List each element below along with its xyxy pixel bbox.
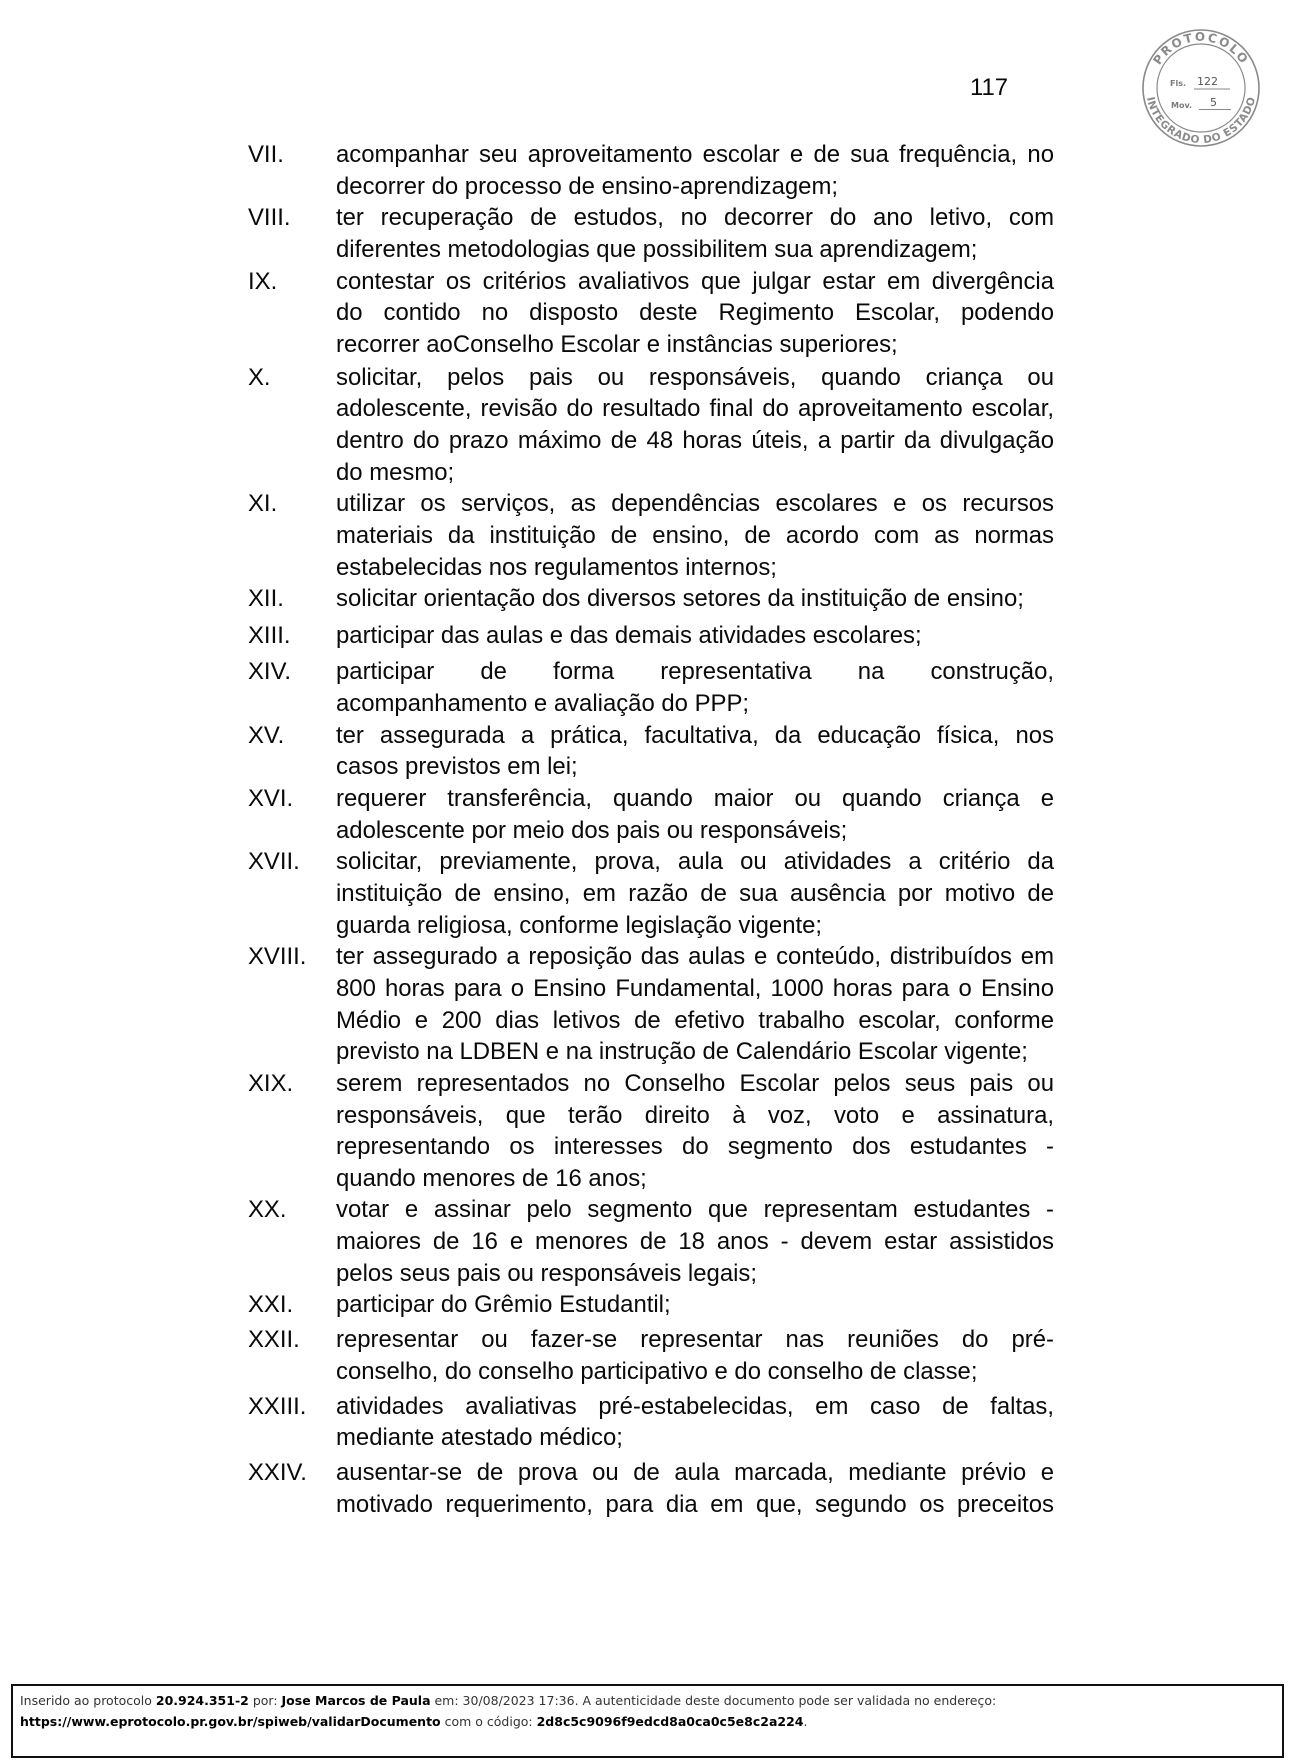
item-numeral: XXIV.	[248, 1459, 307, 1487]
item-text-line: quando menores de 16 anos;	[336, 1164, 647, 1192]
item-text	[336, 656, 1054, 719]
item-text-line: do contido no disposto deste Regimento Escolar, podendo	[336, 299, 1054, 327]
item-text	[336, 1457, 1054, 1520]
item-text-line: adolescente, revisão do resultado final do aproveitamento escolar,	[336, 395, 1054, 423]
stamp-top-text	[1150, 30, 1251, 67]
item-text-line: motivado requerimento, para dia em que, segundo os preceitos	[336, 1490, 1054, 1518]
item-text	[336, 720, 1054, 783]
list-item	[248, 783, 1054, 846]
item-text-line: dentro do prazo máximo de 48 horas úteis, a partir da divulgação	[336, 426, 1054, 454]
item-text-line: previsto na LDBEN e na instrução de Calendário Escolar vigente;	[336, 1038, 1028, 1066]
footer-by: por:	[248, 1693, 282, 1708]
item-text-line: adolescente por meio dos pais ou responsáveis;	[336, 816, 848, 844]
list-item	[248, 1391, 1054, 1454]
item-text-line: representar ou fazer-se representar nas reuniões do pré-	[336, 1326, 1054, 1354]
item-text-line: casos previstos em lei;	[336, 753, 578, 781]
item-text-line: instituição de ensino, em razão de sua ausência por motivo de	[336, 879, 1054, 907]
item-text-line: diferentes metodologias que possibilitem sua aprendizagem;	[336, 235, 978, 263]
item-text	[336, 488, 1054, 583]
item-text	[336, 1068, 1054, 1195]
item-text-line: contestar os critérios avaliativos que julgar estar em divergência	[336, 267, 1054, 295]
item-numeral: IX.	[248, 267, 278, 295]
item-text-line: ter assegurada a prática, facultativa, da educação física, nos	[336, 721, 1054, 749]
list-item	[248, 362, 1054, 489]
item-numeral: XXII.	[248, 1326, 300, 1354]
item-text	[336, 266, 1054, 361]
item-text-line: ter recuperação de estudos, no decorrer do ano letivo, com	[336, 204, 1054, 232]
item-text	[336, 1324, 1054, 1387]
item-text-line: maiores de 16 e menores de 18 anos - devem estar assistidos	[336, 1228, 1054, 1256]
protocol-stamp	[1138, 25, 1264, 151]
rights-list	[248, 139, 1054, 1521]
item-text-line: 800 horas para o Ensino Fundamental, 1000 horas para o Ensino	[336, 974, 1054, 1002]
list-item	[248, 202, 1054, 265]
code-label: com o código:	[440, 1714, 537, 1729]
protocol-number: 20.924.351-2	[155, 1693, 249, 1708]
item-text	[336, 620, 1054, 652]
validation-code: 2d8c5c9096f9edcd8a0ca0c5e8c2a224	[536, 1714, 804, 1729]
item-text-line: ter assegurado a reposição das aulas e conteúdo, distribuídos em	[336, 943, 1054, 971]
list-item	[248, 266, 1054, 361]
item-text-line: atividades avaliativas pré-estabelecidas, em caso de faltas,	[336, 1392, 1054, 1420]
footer-rest: em: 30/08/2023 17:36. A autenticidade deste documento pode ser validada no endereço:	[430, 1693, 997, 1708]
item-text	[336, 362, 1054, 489]
list-item	[248, 656, 1054, 719]
item-text-line: utilizar os serviços, as dependências escolares e os recursos	[336, 490, 1054, 518]
list-item	[248, 1289, 1054, 1321]
list-item	[248, 583, 1054, 615]
item-text-line: solicitar, pelos pais ou responsáveis, quando criança ou	[336, 363, 1054, 391]
item-text-line: acompanhar seu aproveitamento escolar e de sua frequência, no	[336, 141, 1054, 168]
item-text-line: representando os interesses do segmento dos estudantes -	[336, 1133, 1054, 1161]
item-text-line: materiais da instituição de ensino, de acordo com as normas	[336, 521, 1054, 549]
item-numeral: XVII.	[248, 848, 300, 876]
list-item	[248, 139, 1054, 202]
item-text-line: mediante atestado médico;	[336, 1424, 623, 1452]
list-item	[248, 1457, 1054, 1520]
item-numeral: XIX.	[248, 1069, 294, 1097]
item-text	[336, 583, 1054, 615]
item-numeral: VIII.	[248, 204, 291, 232]
footer-line-1	[20, 1690, 1282, 1711]
item-numeral: XIV.	[248, 658, 291, 686]
item-text-line: participar do Grêmio Estudantil;	[336, 1291, 671, 1319]
item-text-line: responsáveis, que terão direito à voz, voto e assinatura,	[336, 1101, 1054, 1129]
stamp-fls-label: Fls.	[1170, 79, 1187, 88]
list-item	[248, 620, 1054, 652]
item-text-line: pelos seus pais ou responsáveis legais;	[336, 1259, 757, 1287]
item-text-line: acompanhamento e avaliação do PPP;	[336, 689, 750, 717]
list-item	[248, 1068, 1054, 1195]
item-numeral: XVIII.	[248, 943, 307, 971]
list-item	[248, 720, 1054, 783]
list-item	[248, 488, 1054, 583]
footer-line-2	[20, 1711, 1282, 1732]
stamp-mov-label: Mov.	[1171, 101, 1193, 110]
item-text-line: recorrer aoConselho Escolar e instâncias superiores;	[336, 330, 898, 358]
item-numeral: XX.	[248, 1196, 287, 1224]
item-text	[336, 783, 1054, 846]
validation-url: https://www.eprotocolo.pr.gov.br/spiweb/validarDocumento	[20, 1714, 441, 1729]
item-text-line: estabelecidas nos regulamentos internos;	[336, 553, 777, 581]
list-item	[248, 1324, 1054, 1387]
item-numeral: XI.	[248, 490, 278, 518]
list-item	[248, 941, 1054, 1068]
item-text-line: solicitar, previamente, prova, aula ou atividades a critério da	[336, 848, 1054, 876]
item-text-line: decorrer do processo de ensino-aprendizagem;	[336, 172, 838, 200]
stamp-top-textpath: PROTOCOLO	[1150, 30, 1252, 68]
item-numeral: XXI.	[248, 1291, 294, 1319]
stamp-mov-value: 5	[1210, 96, 1217, 109]
item-numeral: XVI.	[248, 784, 294, 812]
item-text-line: Médio e 200 dias letivos de efetivo trabalho escolar, conforme	[336, 1006, 1054, 1034]
item-text-line: guarda religiosa, conforme legislação vigente;	[336, 911, 823, 939]
item-text	[336, 202, 1054, 265]
item-text	[336, 846, 1054, 941]
item-numeral: XIII.	[248, 622, 291, 650]
item-text	[336, 1391, 1054, 1454]
item-text	[336, 1194, 1054, 1289]
item-numeral: XV.	[248, 721, 285, 749]
item-text-line: serem representados no Conselho Escolar pelos seus pais ou	[336, 1069, 1054, 1097]
stamp-bottom-textpath: INTEGRADO DO ESTADO	[1143, 95, 1259, 147]
stamp-fls-value: 122	[1197, 75, 1218, 88]
item-text	[336, 139, 1054, 202]
item-text-line: conselho, do conselho participativo e do conselho de classe;	[336, 1357, 978, 1385]
item-numeral: XII.	[248, 585, 284, 613]
item-text-line: solicitar orientação dos diversos setores da instituição de ensino;	[336, 585, 1024, 613]
list-item	[248, 846, 1054, 941]
footer-prefix: Inserido ao protocolo	[20, 1693, 156, 1708]
item-numeral: X.	[248, 363, 271, 391]
validation-footer	[11, 1684, 1284, 1758]
stamp-bottom-text	[1144, 95, 1258, 146]
stamp-inner-ring	[1157, 44, 1245, 132]
footer-end: .	[803, 1714, 808, 1729]
list-item	[248, 1194, 1054, 1289]
page-number: 117	[970, 74, 1009, 101]
item-text	[336, 1289, 1054, 1321]
item-text	[336, 941, 1054, 1068]
item-text-line: participar das aulas e das demais atividades escolares;	[336, 622, 922, 650]
item-text-line: requerer transferência, quando maior ou quando criança e	[336, 784, 1054, 812]
author-name: Jose Marcos de Paula	[281, 1693, 431, 1708]
item-text-line: ausentar-se de prova ou de aula marcada, mediante prévio e	[336, 1459, 1054, 1487]
item-text-line: participar de forma representativa na construção,	[336, 658, 1054, 686]
item-numeral: XXIII.	[248, 1392, 307, 1420]
item-numeral: VII.	[248, 141, 284, 168]
item-text-line: votar e assinar pelo segmento que representam estudantes -	[336, 1196, 1054, 1224]
item-text-line: do mesmo;	[336, 458, 455, 486]
